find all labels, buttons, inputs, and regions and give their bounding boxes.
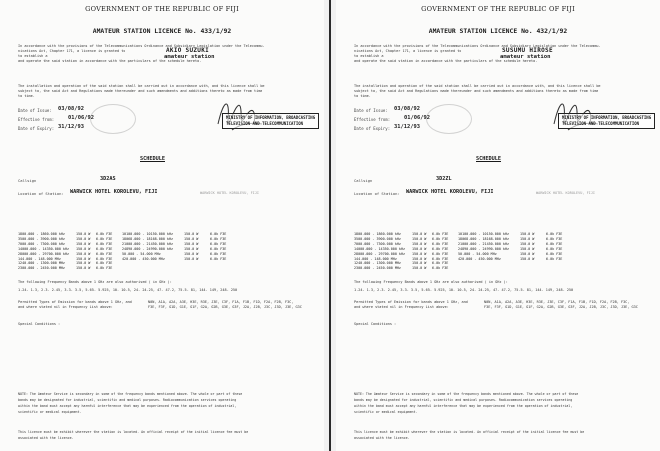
table-cell: 6.0k F3E: [432, 246, 449, 251]
emissions-label-1: Permitted Types of Emission for bands above 1 GHz, and: [354, 300, 468, 304]
table-cell: 6.0k F3E: [432, 232, 449, 236]
page-divider: [329, 0, 331, 451]
table-cell: 150.0 W: [184, 232, 199, 236]
table-cell: 6.0k F3E: [432, 251, 449, 256]
table-cell: 7000.000 - 7300.000 kHz: [354, 241, 401, 246]
table-cell: 6.0k F3E: [96, 266, 113, 271]
date-of-expiry: 31/12/93: [394, 124, 420, 130]
installation-line-1: The installation and operation of the said station shall be carried out in accordance with, and this licence shall be: [18, 84, 265, 88]
table-cell: 150.0 W: [76, 256, 91, 261]
official-stamp-icon: [426, 104, 472, 134]
table-cell: 150.0 W: [76, 236, 91, 241]
licence-title: AMATEUR STATION LICENCE No. 432/1/92: [428, 27, 568, 35]
table-cell: 18068.000 - 18168.000 kHz: [122, 236, 174, 241]
special-conditions-label: Special Conditions :: [18, 322, 61, 326]
table-cell: 6.0k F3E: [546, 241, 563, 246]
table-cell: 6.0k F3E: [96, 246, 113, 251]
emissions-label-2: and where stated nil in Frequency List above:: [18, 305, 113, 309]
callsign-value: 3D2ZL: [436, 176, 452, 182]
table-cell: 150.0 W: [184, 236, 199, 241]
table-cell: 10100.000 - 10150.000 kHz: [458, 232, 510, 236]
table-cell: 21000.000 - 21450.000 kHz: [458, 241, 510, 246]
table-cell: 6.0k F3E: [96, 232, 113, 236]
installation-line-1: The installation and operation of the said station shall be carried out in accordance with, and this licence shall be: [354, 84, 601, 88]
table-cell: 6.0k F3E: [546, 256, 563, 261]
date-of-issue-label: Date of Issue:: [18, 108, 52, 113]
table-cell: 150.0 W: [412, 241, 427, 246]
table-cell: 150.0 W: [184, 246, 199, 251]
intro-line-3: to establish a: [18, 54, 48, 58]
intro-line-4: and operate the said station in accordance with the particulars of the schedule hereto.: [354, 59, 538, 63]
table-cell: 6.0k F3E: [432, 266, 449, 271]
note-line-1: NOTE: The Amateur Service is secondary in some of the frequency bands mentioned above. The whole or part of these: [18, 392, 243, 396]
installation-line-3: to time.: [18, 94, 35, 98]
table-cell: 14000.000 - 14350.000 kHz: [18, 246, 70, 251]
ministry-stamp: [222, 113, 319, 129]
frequency-table-body: [18, 232, 318, 271]
date-of-expiry-label: Date of Expiry:: [354, 126, 391, 131]
licence-title: AMATEUR STATION LICENCE No. 433/1/92: [92, 27, 232, 35]
exhibit-line-2: associated with the licence.: [18, 436, 74, 440]
table-cell: 6.0k F3E: [96, 251, 113, 256]
callsign-label: Callsign: [354, 178, 373, 183]
table-cell: 144.000 - 148.000 MHz: [354, 256, 397, 261]
date-of-issue: 03/08/92: [394, 106, 420, 112]
table-cell: 150.0 W: [520, 251, 535, 256]
table-cell: 150.0 W: [76, 261, 91, 266]
table-cell: 150.0 W: [76, 266, 91, 271]
emissions-line-1: N0N, A1A, A2A, A3E, H3E, R3E, J3E, C3F, F1A, F1B, F1D, F2A, F2B, F3C,: [148, 300, 294, 304]
table-cell: 3500.000 - 3900.000 kHz: [18, 236, 65, 241]
ministry-stamp-line-1: MINISTRY OF INFORMATION, BROADCASTING: [226, 115, 316, 120]
bands-heading: The following Frequency Bands above 1 GHz are also authorised ( in GHz ):: [354, 280, 508, 284]
table-cell: 3500.000 - 3900.000 kHz: [354, 236, 401, 241]
table-cell: 150.0 W: [184, 251, 199, 256]
table-cell: 6.0k F3E: [96, 236, 113, 241]
note-line-2: bands may be designated for industrial, scientific and medical purposes. Radiocommunication services operating: [18, 398, 237, 402]
bands-list: 1.24- 1.3, 2.3- 2.45, 3.3- 3.5, 5.65- 5.925, 10- 10.5, 24- 24.25, 47- 47.2, 75.5- 81, 144- 149, 248- 250: [354, 288, 574, 292]
table-cell: 6.0k F3E: [546, 236, 563, 241]
table-cell: 150.0 W: [412, 256, 427, 261]
table-cell: 150.0 W: [76, 246, 91, 251]
table-cell: 150.0 W: [412, 266, 427, 271]
table-cell: 6.0k F3E: [210, 241, 227, 246]
table-cell: 6.0k F3E: [210, 232, 227, 236]
note-line-2: bands may be designated for industrial, scientific and medical purposes. Radiocommunication services operating: [354, 398, 573, 402]
effective-from: 01/06/92: [404, 115, 430, 121]
table-cell: 7000.000 - 7300.000 kHz: [18, 241, 65, 246]
location-value: WARWICK HOTEL KOROLEVU, FIJI: [406, 189, 494, 195]
callsign-label: Callsign: [18, 178, 37, 183]
licence-page-right: [336, 0, 660, 451]
installation-line-3: to time.: [354, 94, 371, 98]
emissions-line-1: N0N, A1A, A2A, A3E, H3E, R3E, J3E, C3F, F1A, F1B, F1D, F2A, F2B, F3C,: [484, 300, 630, 304]
emissions-line-2: F3E, F3F, G1D, G1E, G1F, G2A, G2B, G3E, G3F, J2A, J2B, J3C, J3D, J3E, G3C: [484, 305, 638, 309]
table-cell: 28000.000 - 29700.000 kHz: [18, 251, 70, 256]
table-cell: 6.0k F3E: [96, 261, 113, 266]
table-cell: 6.0k F3E: [210, 236, 227, 241]
table-cell: 150.0 W: [412, 232, 427, 236]
page-gutter: [324, 0, 336, 451]
intro-line-4: and operate the said station in accordance with the particulars of the schedule hereto.: [18, 59, 202, 63]
table-cell: 150.0 W: [520, 241, 535, 246]
table-cell: 50.000 - 54.000 MHz: [458, 251, 497, 256]
table-cell: 6.0k F3E: [546, 232, 563, 236]
intro-line-1: In accordance with the provisions of the Telecommunications Ordinance and Subsidiary Legislation under the Telecommu-: [354, 44, 601, 48]
ministry-stamp-line-1: MINISTRY OF INFORMATION, BROADCASTING: [562, 115, 652, 120]
schedule-heading: SCHEDULE: [476, 156, 501, 162]
station-type: amateur station: [500, 54, 551, 60]
effective-from: 01/06/92: [68, 115, 94, 121]
table-row: [18, 266, 318, 271]
table-cell: 150.0 W: [520, 232, 535, 236]
table-cell: 6.0k F3E: [432, 236, 449, 241]
table-cell: 24890.000 - 24990.000 kHz: [458, 246, 510, 251]
table-cell: 6.0k F3E: [546, 246, 563, 251]
table-cell: 1800.000 - 1860.000 kHz: [354, 232, 401, 236]
government-heading: GOVERNMENT OF THE REPUBLIC OF FIJI: [85, 5, 239, 13]
note-line-4: scientific or medical equipment.: [18, 410, 82, 414]
note-line-3: within the band must accept any harmful interference that may be experienced from the operation of industrial,: [18, 404, 237, 408]
note-line-4: scientific or medical equipment.: [354, 410, 418, 414]
effective-from-label: Effective from:: [354, 117, 391, 122]
location-ghost-text: WARWICK HOTEL KOROLEVU, FIJI: [536, 191, 596, 195]
ministry-stamp-line-2: TELEVISION AND TELECOMMUNICATION: [226, 121, 304, 126]
table-cell: 50.000 - 54.000 MHz: [122, 251, 161, 256]
frequency-table-body: [354, 232, 654, 271]
licensee-name: SUSUMU HIROSE: [502, 47, 553, 54]
table-cell: 1240.000 - 1300.000 MHz: [354, 261, 401, 266]
table-cell: 6.0k F3E: [210, 256, 227, 261]
table-cell: 6.0k F3E: [432, 256, 449, 261]
location-label: Location of Station:: [18, 191, 64, 196]
table-cell: 2300.000 - 2450.000 MHz: [18, 266, 65, 271]
table-cell: 6.0k F3E: [546, 251, 563, 256]
date-of-issue: 03/08/92: [58, 106, 84, 112]
exhibit-line-1: This licence must be exhibit wherever the station is located. An official receipt of the initial licence fee must be: [354, 430, 585, 434]
emissions-line-2: F3E, F3F, G1D, G1E, G1F, G2A, G2B, G3E, G3F, J2A, J2B, J3C, J3D, J3E, G3C: [148, 305, 302, 309]
intro-line-2: nications Act, Chapter 171, a licence is granted to: [354, 49, 462, 53]
table-cell: 6.0k F3E: [96, 256, 113, 261]
table-cell: 150.0 W: [76, 241, 91, 246]
table-cell: 150.0 W: [520, 236, 535, 241]
government-heading: GOVERNMENT OF THE REPUBLIC OF FIJI: [421, 5, 575, 13]
location-value: WARWICK HOTEL KOROLEVU, FIJI: [70, 189, 158, 195]
licensee-name: AKIO SUZUKI: [166, 47, 210, 54]
table-cell: 28000.000 - 29700.000 kHz: [354, 251, 406, 256]
table-cell: 150.0 W: [412, 246, 427, 251]
table-cell: 144.000 - 148.000 MHz: [18, 256, 61, 261]
table-cell: 150.0 W: [412, 251, 427, 256]
table-cell: 150.0 W: [76, 251, 91, 256]
emissions-label-1: Permitted Types of Emission for bands above 1 GHz, and: [18, 300, 132, 304]
emissions-label-2: and where stated nil in Frequency List above:: [354, 305, 449, 309]
table-cell: 6.0k F3E: [432, 261, 449, 266]
official-stamp-icon: [90, 104, 136, 134]
table-cell: 420.000 - 450.000 MHz: [122, 256, 165, 261]
table-row: [354, 266, 654, 271]
intro-line-3: to establish a: [354, 54, 384, 58]
table-cell: 14000.000 - 14350.000 kHz: [354, 246, 406, 251]
location-label: Location of Station:: [354, 191, 400, 196]
licence-page-left: [0, 0, 324, 451]
effective-from-label: Effective from:: [18, 117, 55, 122]
table-cell: 6.0k F3E: [210, 251, 227, 256]
table-cell: 150.0 W: [520, 246, 535, 251]
schedule-heading: SCHEDULE: [140, 156, 165, 162]
bands-list: 1.24- 1.3, 2.3- 2.45, 3.3- 3.5, 5.65- 5.925, 10- 10.5, 24- 24.25, 47- 47.2, 75.5- 81, 144- 149, 248- 250: [18, 288, 238, 292]
location-ghost-text: WARWICK HOTEL KOROLEVU, FIJI: [200, 191, 260, 195]
table-cell: 21000.000 - 21450.000 kHz: [122, 241, 174, 246]
intro-line-2: nications Act, Chapter 171, a licence is granted to: [18, 49, 126, 53]
special-conditions-label: Special Conditions :: [354, 322, 397, 326]
table-cell: 2300.000 - 2450.000 MHz: [354, 266, 401, 271]
note-line-3: within the band must accept any harmful interference that may be experienced from the operation of industrial,: [354, 404, 573, 408]
date-of-expiry: 31/12/93: [58, 124, 84, 130]
table-cell: 24890.000 - 24990.000 kHz: [122, 246, 174, 251]
bands-heading: The following Frequency Bands above 1 GHz are also authorised ( in GHz ):: [18, 280, 172, 284]
exhibit-line-1: This licence must be exhibit wherever the station is located. An official receipt of the initial licence fee must be: [18, 430, 249, 434]
table-cell: 18068.000 - 18168.000 kHz: [458, 236, 510, 241]
table-cell: 150.0 W: [76, 232, 91, 236]
installation-line-2: subject to, the said Act and Regulations made thereunder and such amendments and additions thereto as made from time: [18, 89, 263, 93]
date-of-issue-label: Date of Issue:: [354, 108, 388, 113]
table-cell: 10100.000 - 10150.000 kHz: [122, 232, 174, 236]
installation-line-2: subject to, the said Act and Regulations made thereunder and such amendments and additions thereto as made from time: [354, 89, 599, 93]
ministry-stamp-line-2: TELEVISION AND TELECOMMUNICATION: [562, 121, 640, 126]
ministry-stamp: [558, 113, 655, 129]
table-cell: 6.0k F3E: [210, 246, 227, 251]
table-cell: 150.0 W: [184, 241, 199, 246]
table-cell: 6.0k F3E: [96, 241, 113, 246]
exhibit-line-2: associated with the licence.: [354, 436, 410, 440]
note-line-1: NOTE: The Amateur Service is secondary in some of the frequency bands mentioned above. The whole or part of these: [354, 392, 579, 396]
callsign-value: 3D2AS: [100, 176, 116, 182]
table-cell: 420.000 - 450.000 MHz: [458, 256, 501, 261]
table-cell: 1800.000 - 1860.000 kHz: [18, 232, 65, 236]
table-cell: 1240.000 - 1300.000 MHz: [18, 261, 65, 266]
station-type: amateur station: [164, 54, 215, 60]
date-of-expiry-label: Date of Expiry:: [18, 126, 55, 131]
table-cell: 6.0k F3E: [432, 241, 449, 246]
table-cell: 150.0 W: [520, 256, 535, 261]
intro-line-1: In accordance with the provisions of the Telecommunications Ordinance and Subsidiary Legislation under the Telecommu-: [18, 44, 265, 48]
table-cell: 150.0 W: [412, 261, 427, 266]
table-cell: 150.0 W: [184, 256, 199, 261]
table-cell: 150.0 W: [412, 236, 427, 241]
